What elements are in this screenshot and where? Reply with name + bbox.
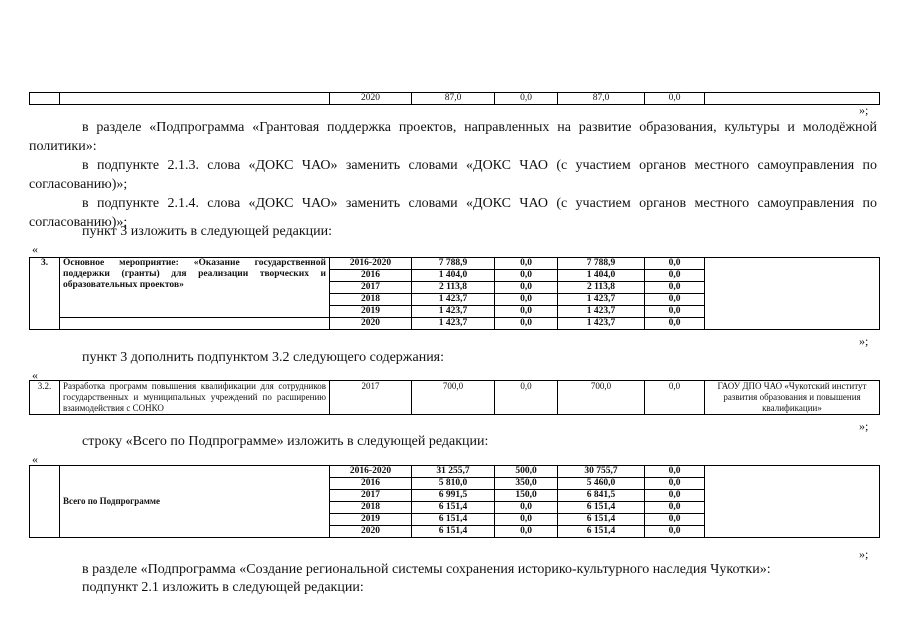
paragraph: пункт 3 изложить в следующей редакции: bbox=[82, 224, 332, 239]
value-cell: 0,0 bbox=[645, 318, 705, 330]
row-number: 3.2. bbox=[30, 381, 60, 415]
value-cell: 6 151,4 bbox=[558, 502, 645, 514]
year-cell: 2016 bbox=[330, 270, 412, 282]
value-cell: 5 460,0 bbox=[558, 478, 645, 490]
open-quote-mark: « bbox=[32, 452, 38, 466]
table-row bbox=[30, 466, 880, 478]
executor-cell: ГАОУ ДПО ЧАО «Чукотский институт развития образования и повышения квалификации» bbox=[705, 381, 880, 415]
item-3-2-table bbox=[29, 380, 880, 415]
value-cell: 0,0 bbox=[645, 270, 705, 282]
value-cell: 0,0 bbox=[645, 478, 705, 490]
paragraph: подпункт 2.1 изложить в следующей редакции: bbox=[82, 580, 364, 595]
measure-name: Разработка программ повышения квалификации для сотрудников государственных и муниципальных учреждений по расширению взаимодействия с СОНКО bbox=[60, 381, 330, 415]
row-number: 3. bbox=[30, 258, 60, 330]
value-cell: 6 151,4 bbox=[412, 526, 495, 538]
total-label: Всего по Подпрограмме bbox=[60, 466, 330, 538]
value-cell: 0,0 bbox=[495, 270, 558, 282]
executor-cell bbox=[705, 466, 880, 538]
year-cell: 2016 bbox=[330, 478, 412, 490]
value-cell: 0,0 bbox=[645, 93, 705, 105]
paragraph: в разделе «Подпрограмма «Грантовая поддержка проектов, направленных на развитие образования, культуры и молодёжной политики»: bbox=[29, 120, 877, 154]
table-row bbox=[30, 258, 880, 270]
executor-cell bbox=[705, 258, 880, 330]
open-quote-mark: « bbox=[32, 368, 38, 382]
value-cell: 0,0 bbox=[645, 490, 705, 502]
value-cell: 0,0 bbox=[495, 294, 558, 306]
value-cell: 1 423,7 bbox=[558, 306, 645, 318]
paragraph: в подпункте 2.1.4. слова «ДОКС ЧАО» заменить словами «ДОКС ЧАО (с участием органов местного самоуправления по согласованию)»; bbox=[29, 196, 877, 230]
value-cell: 6 151,4 bbox=[412, 502, 495, 514]
year-cell: 2019 bbox=[330, 514, 412, 526]
value-cell: 350,0 bbox=[495, 478, 558, 490]
value-cell: 1 423,7 bbox=[558, 294, 645, 306]
value-cell: 6 151,4 bbox=[412, 514, 495, 526]
value-cell: 0,0 bbox=[645, 381, 705, 415]
paragraph: в подпункте 2.1.3. слова «ДОКС ЧАО» заменить словами «ДОКС ЧАО (с участием органов местного самоуправления по согласованию)»; bbox=[29, 158, 877, 192]
value-cell: 87,0 bbox=[558, 93, 645, 105]
year-cell: 2020 bbox=[330, 526, 412, 538]
value-cell: 500,0 bbox=[495, 466, 558, 478]
paragraph: в разделе «Подпрограмма «Создание региональной системы сохранения историко-культурного наследия Чукотки»: bbox=[82, 562, 771, 577]
value-cell: 1 404,0 bbox=[412, 270, 495, 282]
year-cell: 2020 bbox=[330, 318, 412, 330]
total-table bbox=[29, 465, 880, 538]
value-cell: 6 151,4 bbox=[558, 526, 645, 538]
value-cell: 0,0 bbox=[495, 514, 558, 526]
measure-name: Основное мероприятие: «Оказание государственной поддержки (гранты) для реализации творческих и образовательных проектов» bbox=[60, 258, 330, 318]
value-cell: 0,0 bbox=[645, 306, 705, 318]
value-cell: 0,0 bbox=[495, 381, 558, 415]
table-row bbox=[30, 381, 880, 415]
value-cell: 6 841,5 bbox=[558, 490, 645, 502]
paragraph: строку «Всего по Подпрограмме» изложить в следующей редакции: bbox=[82, 434, 489, 449]
value-cell: 31 255,7 bbox=[412, 466, 495, 478]
value-cell: 1 404,0 bbox=[558, 270, 645, 282]
value-cell: 0,0 bbox=[495, 306, 558, 318]
value-cell: 0,0 bbox=[495, 282, 558, 294]
value-cell: 5 810,0 bbox=[412, 478, 495, 490]
paragraph: пункт 3 дополнить подпунктом 3.2 следующего содержания: bbox=[82, 350, 445, 365]
value-cell: 0,0 bbox=[645, 466, 705, 478]
value-cell: 150,0 bbox=[495, 490, 558, 502]
close-quote-mark: »; bbox=[859, 334, 869, 348]
open-quote-mark: « bbox=[32, 242, 38, 256]
value-cell: 0,0 bbox=[495, 258, 558, 270]
item-3-table bbox=[29, 257, 880, 330]
value-cell: 0,0 bbox=[495, 502, 558, 514]
value-cell: 0,0 bbox=[495, 526, 558, 538]
value-cell: 0,0 bbox=[645, 258, 705, 270]
value-cell: 0,0 bbox=[645, 294, 705, 306]
value-cell: 1 423,7 bbox=[412, 318, 495, 330]
value-cell: 87,0 bbox=[412, 93, 495, 105]
top-table bbox=[29, 92, 880, 105]
value-cell: 1 423,7 bbox=[412, 294, 495, 306]
value-cell: 2 113,8 bbox=[412, 282, 495, 294]
value-cell: 0,0 bbox=[645, 514, 705, 526]
empty-cell bbox=[30, 466, 60, 538]
year-cell: 2017 bbox=[330, 381, 412, 415]
value-cell: 6 151,4 bbox=[558, 514, 645, 526]
value-cell: 1 423,7 bbox=[558, 318, 645, 330]
value-cell: 7 788,9 bbox=[412, 258, 495, 270]
value-cell: 7 788,9 bbox=[558, 258, 645, 270]
year-cell: 2019 bbox=[330, 306, 412, 318]
year-cell: 2018 bbox=[330, 294, 412, 306]
year-cell: 2020 bbox=[330, 93, 412, 105]
value-cell: 0,0 bbox=[495, 93, 558, 105]
year-cell: 2018 bbox=[330, 502, 412, 514]
value-cell: 1 423,7 bbox=[412, 306, 495, 318]
value-cell: 700,0 bbox=[412, 381, 495, 415]
value-cell: 30 755,7 bbox=[558, 466, 645, 478]
value-cell: 6 991,5 bbox=[412, 490, 495, 502]
year-cell: 2017 bbox=[330, 282, 412, 294]
value-cell: 0,0 bbox=[645, 526, 705, 538]
close-quote-mark: »; bbox=[859, 103, 869, 117]
value-cell: 0,0 bbox=[645, 502, 705, 514]
value-cell: 0,0 bbox=[495, 318, 558, 330]
year-cell: 2017 bbox=[330, 490, 412, 502]
close-quote-mark: »; bbox=[859, 419, 869, 433]
year-cell: 2016-2020 bbox=[330, 258, 412, 270]
close-quote-mark: »; bbox=[859, 547, 869, 561]
value-cell: 700,0 bbox=[558, 381, 645, 415]
value-cell: 0,0 bbox=[645, 282, 705, 294]
table-row bbox=[30, 93, 880, 105]
empty-cell bbox=[60, 318, 330, 330]
value-cell: 2 113,8 bbox=[558, 282, 645, 294]
year-cell: 2016-2020 bbox=[330, 466, 412, 478]
